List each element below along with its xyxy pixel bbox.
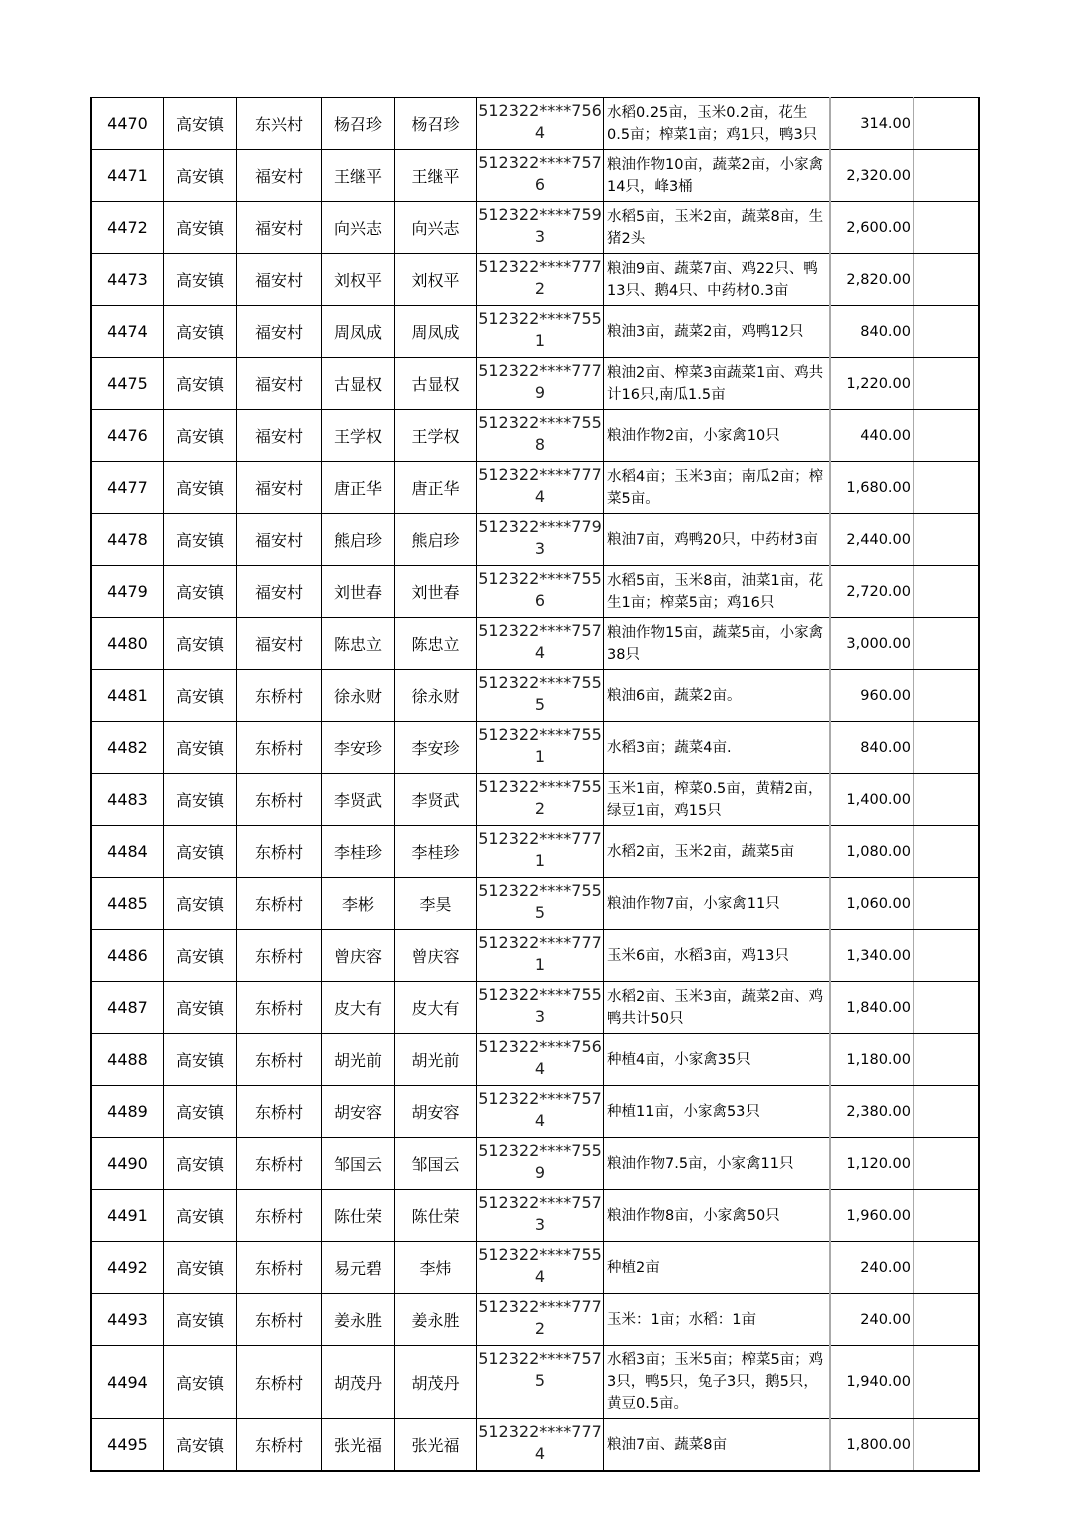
- town-cell: 高安镇: [164, 1138, 237, 1190]
- id-number-cell: 512322****7559: [477, 1138, 604, 1190]
- household-head-cell: 皮大有: [322, 982, 395, 1034]
- town-cell: 高安镇: [164, 1419, 237, 1472]
- table-row: [91, 618, 979, 670]
- row-number: 4490: [91, 1138, 164, 1190]
- payee-cell: 古显权: [395, 358, 477, 410]
- table-row: [91, 982, 979, 1034]
- table-row: [91, 306, 979, 358]
- production-description-cell: 粮油作物7亩，小家禽11只: [604, 878, 831, 930]
- remarks-cell: [914, 982, 980, 1034]
- village-cell: 东桥村: [237, 878, 322, 930]
- id-number-cell: 512322****7553: [477, 982, 604, 1034]
- table-body: [91, 98, 979, 1472]
- town-cell: 高安镇: [164, 358, 237, 410]
- town-cell: 高安镇: [164, 930, 237, 982]
- payee-cell: 熊启珍: [395, 514, 477, 566]
- table-row: [91, 150, 979, 202]
- row-number: 4486: [91, 930, 164, 982]
- row-number: 4481: [91, 670, 164, 722]
- table-row: [91, 826, 979, 878]
- household-head-cell: 王学权: [322, 410, 395, 462]
- payee-cell: 姜永胜: [395, 1294, 477, 1346]
- household-head-cell: 李桂珍: [322, 826, 395, 878]
- table-row: [91, 358, 979, 410]
- remarks-cell: [914, 1294, 980, 1346]
- row-number: 4483: [91, 774, 164, 826]
- production-description-cell: 粮油作物7.5亩，小家禽11只: [604, 1138, 831, 1190]
- amount-cell: 840.00: [830, 722, 914, 774]
- production-description-cell: 水稻4亩；玉米3亩；南瓜2亩；榨菜5亩。: [604, 462, 831, 514]
- town-cell: 高安镇: [164, 462, 237, 514]
- payee-cell: 胡茂丹: [395, 1346, 477, 1419]
- village-cell: 东桥村: [237, 722, 322, 774]
- production-description-cell: 粮油3亩，蔬菜2亩，鸡鸭12只: [604, 306, 831, 358]
- remarks-cell: [914, 150, 980, 202]
- amount-cell: 1,120.00: [830, 1138, 914, 1190]
- production-description-cell: 水稻3亩；蔬菜4亩.: [604, 722, 831, 774]
- table-row: [91, 1419, 979, 1472]
- household-head-cell: 李安珍: [322, 722, 395, 774]
- row-number: 4475: [91, 358, 164, 410]
- row-number: 4478: [91, 514, 164, 566]
- id-number-cell: 512322****7574: [477, 618, 604, 670]
- town-cell: 高安镇: [164, 566, 237, 618]
- town-cell: 高安镇: [164, 670, 237, 722]
- row-number: 4495: [91, 1419, 164, 1472]
- row-number: 4472: [91, 202, 164, 254]
- payee-cell: 周凤成: [395, 306, 477, 358]
- household-head-cell: 陈仕荣: [322, 1190, 395, 1242]
- remarks-cell: [914, 826, 980, 878]
- village-cell: 东桥村: [237, 1346, 322, 1419]
- town-cell: 高安镇: [164, 1242, 237, 1294]
- subsidy-table: [90, 97, 980, 1472]
- production-description-cell: 玉米：1亩；水稻：1亩: [604, 1294, 831, 1346]
- production-description-cell: 水稻0.25亩，玉米0.2亩，花生0.5亩；榨菜1亩；鸡1只，鸭3只: [604, 98, 831, 150]
- id-number-cell: 512322****7771: [477, 826, 604, 878]
- amount-cell: 240.00: [830, 1294, 914, 1346]
- payee-cell: 李贤武: [395, 774, 477, 826]
- household-head-cell: 张光福: [322, 1419, 395, 1472]
- village-cell: 福安村: [237, 202, 322, 254]
- production-description-cell: 粮油2亩、榨菜3亩蔬菜1亩、鸡共计16只,南瓜1.5亩: [604, 358, 831, 410]
- village-cell: 东桥村: [237, 1034, 322, 1086]
- production-description-cell: 种植11亩，小家禽53只: [604, 1086, 831, 1138]
- town-cell: 高安镇: [164, 514, 237, 566]
- household-head-cell: 李贤武: [322, 774, 395, 826]
- remarks-cell: [914, 1086, 980, 1138]
- production-description-cell: 水稻5亩，玉米8亩，油菜1亩，花生1亩；榨菜5亩；鸡16只: [604, 566, 831, 618]
- village-cell: 东兴村: [237, 98, 322, 150]
- table-row: [91, 1138, 979, 1190]
- production-description-cell: 粮油作物10亩，蔬菜2亩，小家禽14只，峰3桶: [604, 150, 831, 202]
- production-description-cell: 水稻5亩，玉米2亩，蔬菜8亩，生猪2头: [604, 202, 831, 254]
- village-cell: 东桥村: [237, 774, 322, 826]
- household-head-cell: 陈忠立: [322, 618, 395, 670]
- table-row: [91, 410, 979, 462]
- production-description-cell: 玉米1亩，榨菜0.5亩，黄精2亩，绿豆1亩，鸡15只: [604, 774, 831, 826]
- row-number: 4484: [91, 826, 164, 878]
- id-number-cell: 512322****7779: [477, 358, 604, 410]
- id-number-cell: 512322****7772: [477, 254, 604, 306]
- village-cell: 福安村: [237, 358, 322, 410]
- village-cell: 东桥村: [237, 1086, 322, 1138]
- id-number-cell: 512322****7555: [477, 670, 604, 722]
- payee-cell: 曾庆容: [395, 930, 477, 982]
- row-number: 4487: [91, 982, 164, 1034]
- amount-cell: 3,000.00: [830, 618, 914, 670]
- village-cell: 东桥村: [237, 1138, 322, 1190]
- id-number-cell: 512322****7564: [477, 98, 604, 150]
- table-row: [91, 878, 979, 930]
- payee-cell: 唐正华: [395, 462, 477, 514]
- amount-cell: 1,180.00: [830, 1034, 914, 1086]
- amount-cell: 1,060.00: [830, 878, 914, 930]
- table-row: [91, 1086, 979, 1138]
- household-head-cell: 刘权平: [322, 254, 395, 306]
- row-number: 4479: [91, 566, 164, 618]
- town-cell: 高安镇: [164, 1190, 237, 1242]
- payee-cell: 陈仕荣: [395, 1190, 477, 1242]
- payee-cell: 王继平: [395, 150, 477, 202]
- remarks-cell: [914, 1138, 980, 1190]
- amount-cell: 440.00: [830, 410, 914, 462]
- remarks-cell: [914, 1034, 980, 1086]
- production-description-cell: 粮油作物2亩，小家禽10只: [604, 410, 831, 462]
- production-description-cell: 玉米6亩，水稻3亩，鸡13只: [604, 930, 831, 982]
- row-number: 4489: [91, 1086, 164, 1138]
- id-number-cell: 512322****7575: [477, 1346, 604, 1419]
- table-row: [91, 1034, 979, 1086]
- town-cell: 高安镇: [164, 410, 237, 462]
- table-row: [91, 98, 979, 150]
- household-head-cell: 胡安容: [322, 1086, 395, 1138]
- remarks-cell: [914, 358, 980, 410]
- remarks-cell: [914, 618, 980, 670]
- table-row: [91, 774, 979, 826]
- household-head-cell: 徐永财: [322, 670, 395, 722]
- village-cell: 福安村: [237, 566, 322, 618]
- town-cell: 高安镇: [164, 1294, 237, 1346]
- payee-cell: 向兴志: [395, 202, 477, 254]
- household-head-cell: 李彬: [322, 878, 395, 930]
- id-number-cell: 512322****7551: [477, 722, 604, 774]
- town-cell: 高安镇: [164, 618, 237, 670]
- payee-cell: 李昊: [395, 878, 477, 930]
- household-head-cell: 古显权: [322, 358, 395, 410]
- amount-cell: 240.00: [830, 1242, 914, 1294]
- town-cell: 高安镇: [164, 150, 237, 202]
- amount-cell: 1,400.00: [830, 774, 914, 826]
- table-row: [91, 462, 979, 514]
- household-head-cell: 杨召珍: [322, 98, 395, 150]
- id-number-cell: 512322****7772: [477, 1294, 604, 1346]
- village-cell: 东桥村: [237, 1419, 322, 1472]
- table-row: [91, 930, 979, 982]
- household-head-cell: 姜永胜: [322, 1294, 395, 1346]
- table-row: [91, 202, 979, 254]
- village-cell: 东桥村: [237, 1294, 322, 1346]
- id-number-cell: 512322****7774: [477, 462, 604, 514]
- village-cell: 东桥村: [237, 982, 322, 1034]
- production-description-cell: 粮油作物15亩，蔬菜5亩，小家禽38只: [604, 618, 831, 670]
- row-number: 4480: [91, 618, 164, 670]
- village-cell: 东桥村: [237, 930, 322, 982]
- village-cell: 东桥村: [237, 670, 322, 722]
- table-row: [91, 670, 979, 722]
- table-row: [91, 254, 979, 306]
- town-cell: 高安镇: [164, 722, 237, 774]
- table-row: [91, 722, 979, 774]
- town-cell: 高安镇: [164, 826, 237, 878]
- village-cell: 福安村: [237, 618, 322, 670]
- remarks-cell: [914, 462, 980, 514]
- remarks-cell: [914, 98, 980, 150]
- table-row: [91, 1190, 979, 1242]
- row-number: 4476: [91, 410, 164, 462]
- row-number: 4471: [91, 150, 164, 202]
- village-cell: 福安村: [237, 514, 322, 566]
- village-cell: 福安村: [237, 306, 322, 358]
- production-description-cell: 粮油7亩，鸡鸭20只，中药材3亩: [604, 514, 831, 566]
- remarks-cell: [914, 722, 980, 774]
- town-cell: 高安镇: [164, 202, 237, 254]
- payee-cell: 皮大有: [395, 982, 477, 1034]
- row-number: 4493: [91, 1294, 164, 1346]
- production-description-cell: 粮油作物8亩，小家禽50只: [604, 1190, 831, 1242]
- village-cell: 福安村: [237, 410, 322, 462]
- production-description-cell: 粮油7亩、蔬菜8亩: [604, 1419, 831, 1472]
- id-number-cell: 512322****7564: [477, 1034, 604, 1086]
- production-description-cell: 水稻3亩；玉米5亩；榨菜5亩；鸡3只，鸭5只，兔子3只，鹅5只，黄豆0.5亩。: [604, 1346, 831, 1419]
- remarks-cell: [914, 1242, 980, 1294]
- production-description-cell: 种植4亩，小家禽35只: [604, 1034, 831, 1086]
- household-head-cell: 王继平: [322, 150, 395, 202]
- production-description-cell: 种植2亩: [604, 1242, 831, 1294]
- amount-cell: 1,680.00: [830, 462, 914, 514]
- village-cell: 福安村: [237, 462, 322, 514]
- amount-cell: 840.00: [830, 306, 914, 358]
- remarks-cell: [914, 930, 980, 982]
- payee-cell: 张光福: [395, 1419, 477, 1472]
- table-row: [91, 1294, 979, 1346]
- id-number-cell: 512322****7771: [477, 930, 604, 982]
- amount-cell: 2,440.00: [830, 514, 914, 566]
- amount-cell: 2,320.00: [830, 150, 914, 202]
- town-cell: 高安镇: [164, 1086, 237, 1138]
- village-cell: 东桥村: [237, 1190, 322, 1242]
- household-head-cell: 曾庆容: [322, 930, 395, 982]
- row-number: 4470: [91, 98, 164, 150]
- row-number: 4477: [91, 462, 164, 514]
- payee-cell: 胡光前: [395, 1034, 477, 1086]
- remarks-cell: [914, 566, 980, 618]
- amount-cell: 1,340.00: [830, 930, 914, 982]
- village-cell: 东桥村: [237, 826, 322, 878]
- remarks-cell: [914, 774, 980, 826]
- table-row: [91, 514, 979, 566]
- remarks-cell: [914, 202, 980, 254]
- amount-cell: 2,600.00: [830, 202, 914, 254]
- remarks-cell: [914, 670, 980, 722]
- town-cell: 高安镇: [164, 1346, 237, 1419]
- payee-cell: 杨召珍: [395, 98, 477, 150]
- row-number: 4488: [91, 1034, 164, 1086]
- table-row: [91, 1242, 979, 1294]
- amount-cell: 2,380.00: [830, 1086, 914, 1138]
- remarks-cell: [914, 1190, 980, 1242]
- id-number-cell: 512322****7558: [477, 410, 604, 462]
- remarks-cell: [914, 514, 980, 566]
- village-cell: 福安村: [237, 254, 322, 306]
- town-cell: 高安镇: [164, 254, 237, 306]
- household-head-cell: 向兴志: [322, 202, 395, 254]
- production-description-cell: 水稻2亩，玉米2亩，蔬菜5亩: [604, 826, 831, 878]
- row-number: 4494: [91, 1346, 164, 1419]
- remarks-cell: [914, 410, 980, 462]
- amount-cell: 2,820.00: [830, 254, 914, 306]
- amount-cell: 1,940.00: [830, 1346, 914, 1419]
- id-number-cell: 512322****7793: [477, 514, 604, 566]
- id-number-cell: 512322****7574: [477, 1086, 604, 1138]
- id-number-cell: 512322****7551: [477, 306, 604, 358]
- id-number-cell: 512322****7774: [477, 1419, 604, 1472]
- id-number-cell: 512322****7573: [477, 1190, 604, 1242]
- town-cell: 高安镇: [164, 878, 237, 930]
- payee-cell: 李安珍: [395, 722, 477, 774]
- row-number: 4474: [91, 306, 164, 358]
- household-head-cell: 胡光前: [322, 1034, 395, 1086]
- household-head-cell: 易元碧: [322, 1242, 395, 1294]
- amount-cell: 1,220.00: [830, 358, 914, 410]
- household-head-cell: 唐正华: [322, 462, 395, 514]
- id-number-cell: 512322****7552: [477, 774, 604, 826]
- row-number: 4485: [91, 878, 164, 930]
- production-description-cell: 水稻2亩、玉米3亩，蔬菜2亩、鸡鸭共计50只: [604, 982, 831, 1034]
- payee-cell: 胡安容: [395, 1086, 477, 1138]
- payee-cell: 徐永财: [395, 670, 477, 722]
- remarks-cell: [914, 1419, 980, 1472]
- payee-cell: 邹国云: [395, 1138, 477, 1190]
- town-cell: 高安镇: [164, 98, 237, 150]
- household-head-cell: 胡茂丹: [322, 1346, 395, 1419]
- row-number: 4491: [91, 1190, 164, 1242]
- table-row: [91, 566, 979, 618]
- town-cell: 高安镇: [164, 982, 237, 1034]
- row-number: 4473: [91, 254, 164, 306]
- table-row: [91, 1346, 979, 1419]
- household-head-cell: 熊启珍: [322, 514, 395, 566]
- village-cell: 福安村: [237, 150, 322, 202]
- id-number-cell: 512322****7555: [477, 878, 604, 930]
- id-number-cell: 512322****7593: [477, 202, 604, 254]
- payee-cell: 王学权: [395, 410, 477, 462]
- town-cell: 高安镇: [164, 306, 237, 358]
- town-cell: 高安镇: [164, 1034, 237, 1086]
- amount-cell: 1,080.00: [830, 826, 914, 878]
- id-number-cell: 512322****7556: [477, 566, 604, 618]
- production-description-cell: 粮油9亩、蔬菜7亩、鸡22只、鸭13只、鹅4只、中药材0.3亩: [604, 254, 831, 306]
- row-number: 4492: [91, 1242, 164, 1294]
- amount-cell: 1,960.00: [830, 1190, 914, 1242]
- id-number-cell: 512322****7554: [477, 1242, 604, 1294]
- payee-cell: 刘权平: [395, 254, 477, 306]
- production-description-cell: 粮油6亩，蔬菜2亩。: [604, 670, 831, 722]
- amount-cell: 2,720.00: [830, 566, 914, 618]
- id-number-cell: 512322****7576: [477, 150, 604, 202]
- village-cell: 东桥村: [237, 1242, 322, 1294]
- payee-cell: 李炜: [395, 1242, 477, 1294]
- payee-cell: 李桂珍: [395, 826, 477, 878]
- household-head-cell: 周凤成: [322, 306, 395, 358]
- payee-cell: 刘世春: [395, 566, 477, 618]
- payee-cell: 陈忠立: [395, 618, 477, 670]
- amount-cell: 1,840.00: [830, 982, 914, 1034]
- remarks-cell: [914, 1346, 980, 1419]
- remarks-cell: [914, 306, 980, 358]
- amount-cell: 314.00: [830, 98, 914, 150]
- remarks-cell: [914, 878, 980, 930]
- amount-cell: 1,800.00: [830, 1419, 914, 1472]
- row-number: 4482: [91, 722, 164, 774]
- remarks-cell: [914, 254, 980, 306]
- household-head-cell: 邹国云: [322, 1138, 395, 1190]
- town-cell: 高安镇: [164, 774, 237, 826]
- amount-cell: 960.00: [830, 670, 914, 722]
- household-head-cell: 刘世春: [322, 566, 395, 618]
